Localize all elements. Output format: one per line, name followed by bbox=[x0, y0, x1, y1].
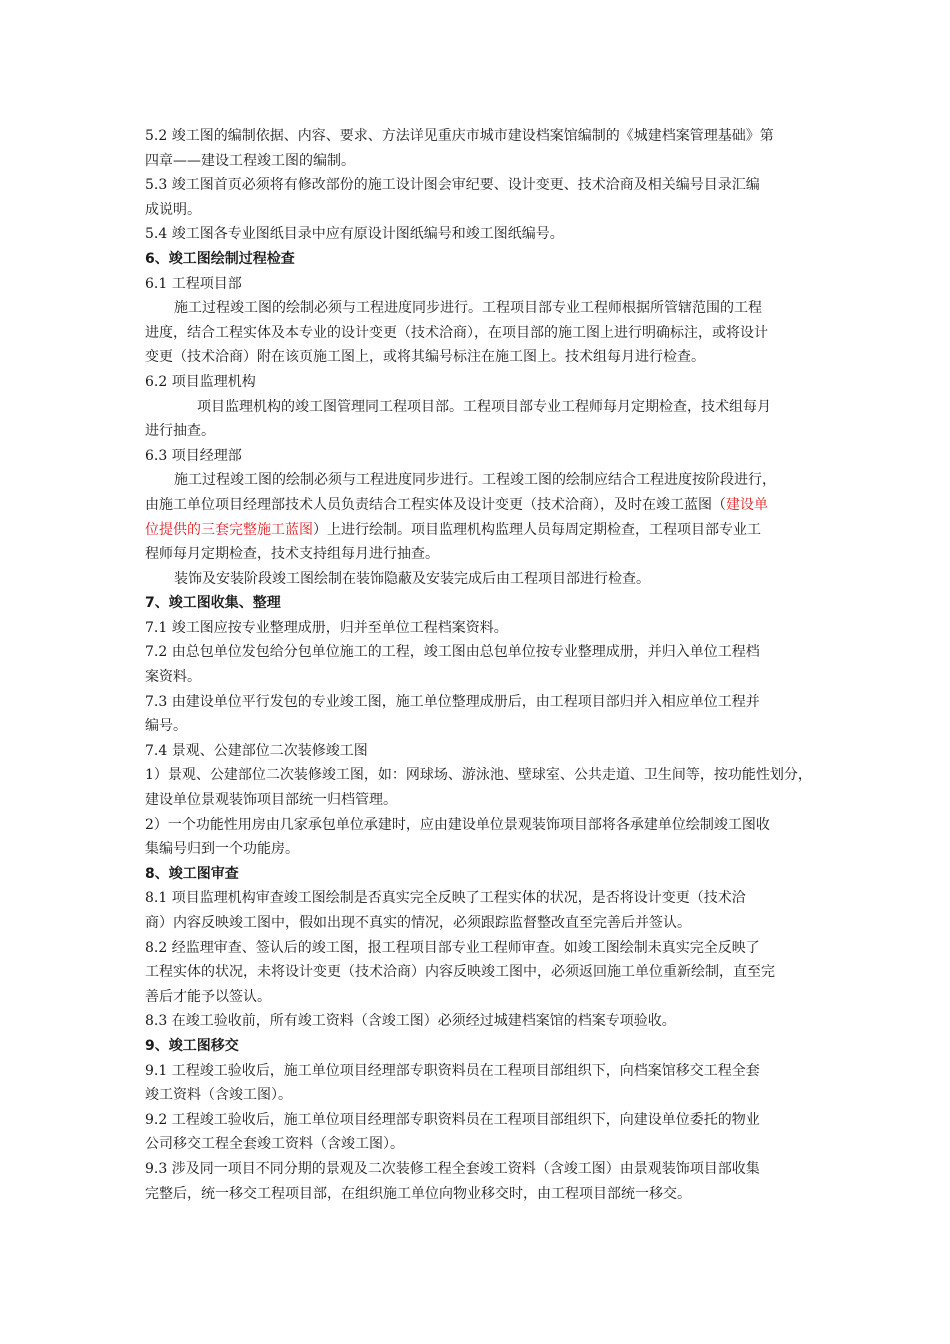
text-line: 集编号归到一个功能房。 bbox=[145, 841, 299, 858]
highlighted-text: 位提供的三套完整施工蓝图 bbox=[145, 521, 313, 538]
text-line: 程师每月定期检查，技术支持组每月进行抽查。 bbox=[145, 546, 439, 563]
text-line: 9.3 涉及同一项目不同分期的景观及二次装修工程全套竣工资料（含竣工图）由景观装饰项目部收集 bbox=[145, 1160, 760, 1177]
text-line: 7.2 由总包单位发包给分包单位施工的工程，竣工图由总包单位按专业整理成册，并归入单位工程档 bbox=[145, 644, 760, 661]
text-line: 9.1 工程竣工验收后，施工单位项目经理部专职资料员在工程项目部组织下，向档案馆移交工程全套 bbox=[145, 1062, 760, 1079]
text-line: 建设单位景观装饰项目部统一归档管理。 bbox=[145, 792, 397, 809]
text-line: 进行抽查。 bbox=[145, 423, 215, 440]
text-line: 善后才能予以签认。 bbox=[145, 988, 271, 1005]
text-segment: ）上进行绘制。项目监理机构监理人员每周定期检查，工程项目部专业工 bbox=[313, 521, 761, 538]
text-line: 进度，结合工程实体及本专业的设计变更（技术洽商），在项目部的施工图上进行明确标注，或将设计 bbox=[145, 324, 768, 341]
subsection-heading: 6.3 项目经理部 bbox=[145, 447, 242, 464]
text-line: 完整后，统一移交工程项目部，在组织施工单位向物业移交时，由工程项目部统一移交。 bbox=[145, 1185, 691, 1202]
text-line: 项目监理机构的竣工图管理同工程项目部。工程项目部专业工程师每月定期检查，技术组每月 bbox=[197, 398, 771, 415]
text-line: 8.3 在竣工验收前，所有竣工资料（含竣工图）必须经过城建档案馆的档案专项验收。 bbox=[145, 1013, 676, 1030]
text-line: 5.2 竣工图的编制依据、内容、要求、方法详见重庆市城市建设档案馆编制的《城建档案管理基础》第 bbox=[145, 128, 774, 144]
subsection-heading: 7.4 景观、公建部位二次装修竣工图 bbox=[145, 742, 368, 759]
text-line bbox=[145, 518, 815, 543]
text-line: 公司移交工程全套竣工资料（含竣工图）。 bbox=[145, 1136, 404, 1153]
section-heading: 9、竣工图移交 bbox=[145, 1037, 239, 1054]
text-line: 施工过程竣工图的绘制必须与工程进度同步进行。工程项目部专业工程师根据所管辖范围的工程 bbox=[174, 300, 762, 317]
subsection-heading: 6.2 项目监理机构 bbox=[145, 373, 256, 390]
text-line: 7.3 由建设单位平行发包的专业竣工图，施工单位整理成册后，由工程项目部归并入相应单位工程并 bbox=[145, 693, 760, 710]
text-line: 工程实体的状况，未将设计变更（技术洽商）内容反映竣工图中，必须返回施工单位重新绘制，直至完 bbox=[145, 964, 775, 981]
text-line: 成说明。 bbox=[145, 201, 201, 218]
text-line: 案资料。 bbox=[145, 669, 201, 686]
text-line: 5.3 竣工图首页必须将有修改部份的施工设计图会审纪要、设计变更、技术洽商及相关编号目录汇编 bbox=[145, 177, 760, 194]
text-line: 7.1 竣工图应按专业整理成册，归并至单位工程档案资料。 bbox=[145, 619, 508, 636]
text-line: 四章——建设工程竣工图的编制。 bbox=[145, 152, 355, 169]
text-line: 8.2 经监理审查、签认后的竣工图，报工程项目部专业工程师审查。如竣工图绘制未真实完全反映了 bbox=[145, 939, 760, 956]
text-line: 编号。 bbox=[145, 718, 187, 735]
text-line: 商）内容反映竣工图中，假如出现不真实的情况，必须跟踪监督整改直至完善后并签认。 bbox=[145, 915, 691, 931]
text-line bbox=[145, 493, 815, 518]
text-line: 装饰及安装阶段竣工图绘制在装饰隐蔽及安装完成后由工程项目部进行检查。 bbox=[174, 570, 650, 587]
text-line: 5.4 竣工图各专业图纸目录中应有原设计图纸编号和竣工图纸编号。 bbox=[145, 226, 564, 243]
text-line: 2）一个功能性用房由几家承包单位承建时，应由建设单位景观装饰项目部将各承建单位绘制竣工图收 bbox=[145, 816, 770, 833]
text-line: 8.1 项目监理机构审查竣工图绘制是否真实完全反映了工程实体的状况，是否将设计变更（技术洽 bbox=[145, 890, 746, 907]
text-line: 9.2 工程竣工验收后，施工单位项目经理部专职资料员在工程项目部组织下，向建设单位委托的物业 bbox=[145, 1111, 760, 1128]
section-heading: 6、竣工图绘制过程检查 bbox=[145, 250, 295, 267]
text-line: 1）景观、公建部位二次装修竣工图，如：网球场、游泳池、壁球室、公共走道、卫生间等，按功能性划分， bbox=[145, 767, 812, 784]
section-heading: 8、竣工图审查 bbox=[145, 865, 239, 882]
text-line: 竣工资料（含竣工图）。 bbox=[145, 1087, 292, 1104]
subsection-heading: 6.1 工程项目部 bbox=[145, 275, 242, 292]
section-heading: 7、竣工图收集、整理 bbox=[145, 595, 281, 612]
highlighted-text: 建设单 bbox=[726, 496, 768, 513]
text-line: 变更（技术洽商）附在该页施工图上，或将其编号标注在施工图上。技术组每月进行检查。 bbox=[145, 349, 705, 366]
text-line: 施工过程竣工图的绘制必须与工程进度同步进行。工程竣工图的绘制应结合工程进度按阶段进行， bbox=[174, 472, 776, 489]
document-page bbox=[145, 124, 815, 1206]
text-segment: 由施工单位项目经理部技术人员负责结合工程实体及设计变更（技术洽商），及时在竣工蓝图（ bbox=[145, 496, 726, 513]
